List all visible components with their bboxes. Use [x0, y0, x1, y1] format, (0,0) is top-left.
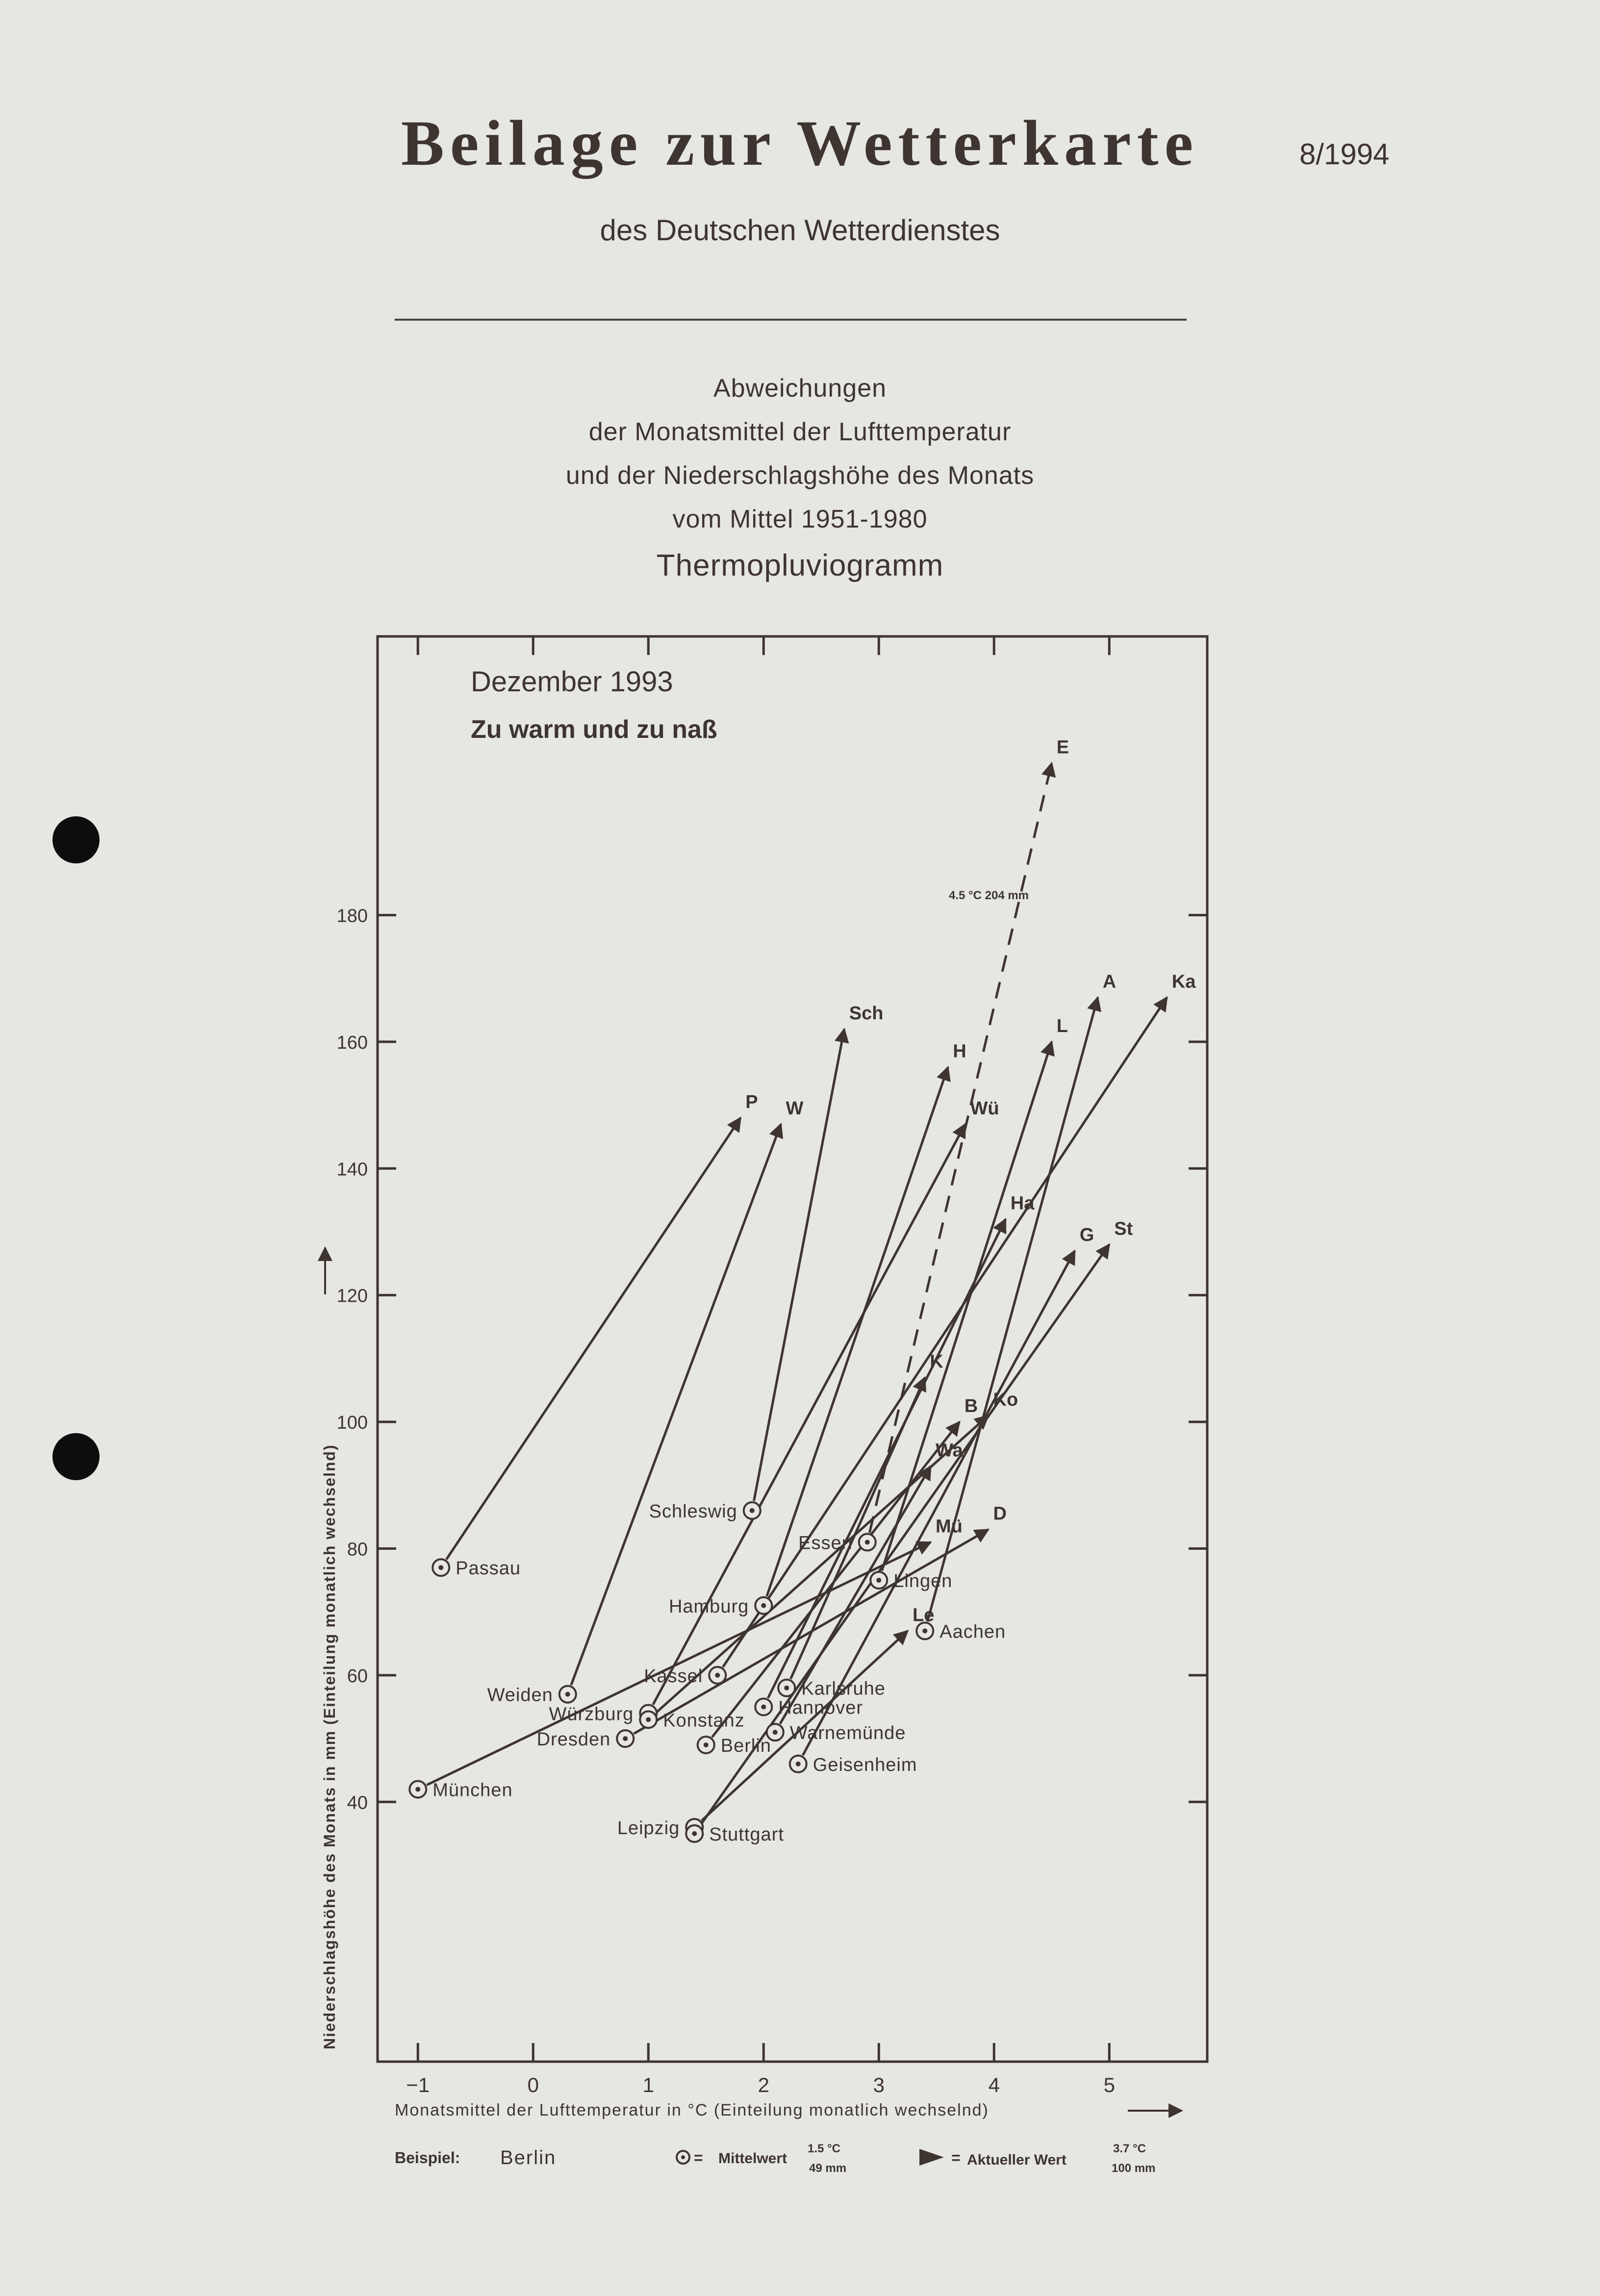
station-label-k: Karlsruhe: [801, 1678, 886, 1699]
mean-dot-ka: [715, 1673, 720, 1678]
y-tick-label: 100: [336, 1413, 368, 1434]
mean-dot-ko: [646, 1717, 651, 1722]
legend-example-label: Beispiel:: [395, 2149, 460, 2167]
y-axis-label: Niederschlagshöhe des Monats in mm (Einteilung monatlich wechselnd): [321, 1444, 338, 2049]
code-label-g: G: [1079, 1225, 1094, 1246]
code-label-ko: Ko: [993, 1389, 1018, 1411]
code-label-w: W: [786, 1098, 804, 1119]
y-tick-label: 60: [347, 1665, 368, 1687]
mean-dot-d: [623, 1736, 628, 1741]
legend-current-precip: 100 mm: [1112, 2162, 1156, 2175]
mean-dot-p: [438, 1565, 443, 1570]
x-tick-label: 3: [873, 2073, 885, 2096]
x-tick-label: 0: [527, 2073, 539, 2096]
code-label-le: Le: [913, 1605, 935, 1626]
station-label-w: Weiden: [487, 1685, 553, 1706]
mean-dot-w: [565, 1692, 570, 1697]
x-tick-label: 1: [642, 2073, 654, 2096]
legend-current-marker: [919, 2149, 944, 2166]
station-label-p: Passau: [456, 1558, 521, 1579]
station-label-st: Stuttgart: [709, 1824, 784, 1845]
chart-title: Dezember 1993: [471, 666, 673, 698]
station-label-a: Aachen: [940, 1621, 1006, 1642]
station-label-ka: Kassel: [644, 1665, 703, 1687]
station-label-b: Berlin: [720, 1736, 771, 1756]
mean-dot-ha: [761, 1704, 766, 1709]
essen-annotation: 4.5 °C 204 mm: [949, 889, 1029, 902]
x-tick-label: −1: [406, 2073, 430, 2096]
legend-mean-marker-dot: [681, 2155, 685, 2159]
description-line-4: vom Mittel 1951-1980: [672, 505, 928, 533]
y-tick-label: 140: [336, 1159, 368, 1180]
station-label-g: Geisenheim: [813, 1754, 917, 1775]
station-label-ha: Hannover: [778, 1697, 863, 1718]
code-label-st: St: [1114, 1218, 1133, 1239]
mean-dot-e: [865, 1540, 870, 1545]
page-subtitle: des Deutschen Wetterdienstes: [600, 214, 1000, 247]
mean-dot-h: [761, 1603, 766, 1608]
legend-current-temp: 3.7 °C: [1113, 2142, 1146, 2155]
page-title: Beilage zur Wetterkarte: [401, 107, 1199, 179]
code-label-mü: Mü: [936, 1516, 963, 1537]
station-label-le: Leipzig: [617, 1817, 680, 1839]
issue-number: 8/1994: [1299, 138, 1390, 171]
station-label-mü: München: [432, 1780, 513, 1801]
code-label-k: K: [930, 1351, 943, 1372]
description-line-1: Abweichungen: [713, 374, 887, 403]
station-label-d: Dresden: [536, 1729, 611, 1750]
chart-name: Thermopluviogramm: [656, 549, 944, 582]
arrow-e: [869, 763, 1051, 1533]
mean-dot-a: [922, 1628, 927, 1633]
code-label-a: A: [1102, 971, 1117, 992]
y-tick-label: 40: [347, 1792, 368, 1814]
y-tick-label: 80: [347, 1539, 368, 1560]
y-tick-label: 160: [336, 1032, 368, 1053]
code-label-wa: Wa: [936, 1440, 963, 1461]
legend-current-equals: =: [951, 2149, 961, 2167]
mean-dot-mü: [415, 1787, 420, 1791]
x-tick-label: 5: [1103, 2073, 1115, 2096]
station-label-h: Hamburg: [668, 1596, 749, 1617]
legend-current-text: Aktueller Wert: [967, 2152, 1067, 2168]
legend-mean-equals: =: [694, 2149, 703, 2167]
legend: [395, 2142, 1155, 2175]
station-label-wa: Warnemünde: [789, 1723, 906, 1744]
code-label-ha: Ha: [1010, 1193, 1035, 1214]
mean-dot-sch: [750, 1508, 755, 1513]
legend-example-station: Berlin: [500, 2147, 557, 2169]
mean-dot-l: [876, 1578, 881, 1583]
plot-frame: [378, 636, 1207, 2062]
station-label-wü: Würzburg: [549, 1704, 634, 1725]
mean-dot-wa: [773, 1730, 778, 1735]
station-label-sch: Schleswig: [649, 1501, 737, 1522]
code-label-ka: Ka: [1171, 971, 1196, 992]
mean-dot-b: [704, 1742, 709, 1747]
y-tick-label: 120: [336, 1286, 368, 1307]
legend-mean-temp: 1.5 °C: [808, 2142, 840, 2155]
description-line-3: und der Niederschlagshöhe des Monats: [565, 461, 1035, 490]
code-label-wü: Wü: [970, 1098, 999, 1119]
x-axis-label: Monatsmittel der Lufttemperatur in °C (Einteilung monatlich wechselnd): [395, 2101, 989, 2119]
legend-mean-text: Mittelwert: [718, 2150, 787, 2167]
code-label-h: H: [953, 1041, 966, 1062]
code-label-l: L: [1056, 1015, 1068, 1036]
mean-dot-k: [784, 1686, 789, 1690]
code-label-e: E: [1056, 737, 1069, 758]
legend-mean-precip: 49 mm: [809, 2162, 847, 2175]
code-label-d: D: [993, 1503, 1007, 1524]
arrow-p: [446, 1118, 740, 1560]
y-tick-label: 180: [336, 906, 368, 927]
code-label-p: P: [745, 1091, 758, 1112]
description-line-2: der Monatsmittel der Lufttemperatur: [588, 418, 1012, 446]
code-label-b: B: [964, 1396, 978, 1417]
x-tick-label: 4: [988, 2073, 1000, 2096]
mean-dot-st: [692, 1831, 697, 1836]
x-tick-label: 2: [758, 2073, 769, 2096]
chart-subtitle: Zu warm und zu naß: [471, 715, 717, 744]
station-label-e: Essen: [798, 1533, 853, 1554]
code-label-sch: Sch: [849, 1003, 884, 1024]
mean-dot-g: [796, 1762, 801, 1766]
station-label-ko: Konstanz: [663, 1710, 745, 1731]
station-label-l: Lingen: [893, 1571, 953, 1592]
